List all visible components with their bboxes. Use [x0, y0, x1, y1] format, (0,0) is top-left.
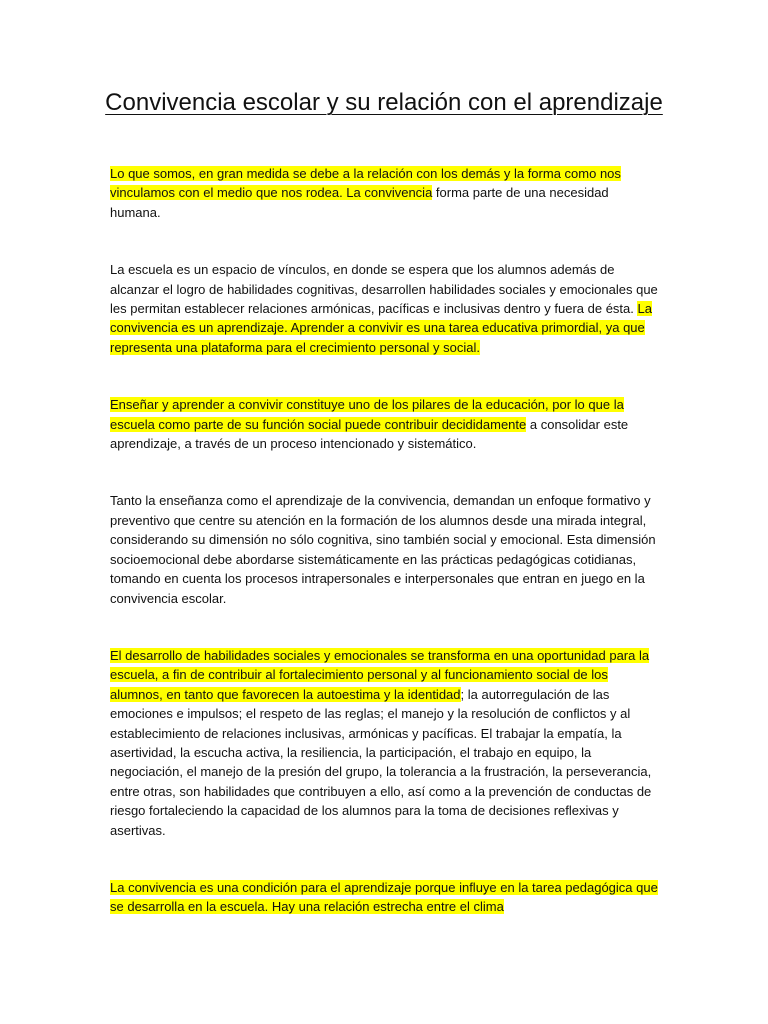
paragraph-4: [110, 491, 662, 607]
paragraph-text: La escuela es un espacio de vínculos, en donde se espera que los alumnos además de alcanzar el logro de habilidades cognitivas, desarrollen habilidades sociales y emocionales que les permitan establecer relaciones armónicas, pacíficas e inclusivas dentro y fuera de ésta.: [110, 262, 658, 317]
paragraph-5: [110, 646, 662, 840]
document-body: [110, 164, 662, 917]
paragraph-3: [110, 395, 662, 453]
highlighted-text: La convivencia es un aprendizaje. Aprender a convivir es una tarea educativa primordial, ya que representa una plataforma para el crecimiento personal y social.: [110, 301, 652, 355]
highlighted-text: La convivencia es una condición para el aprendizaje porque influye en la tarea pedagógica que se desarrolla en la escuela. Hay una relación estrecha entre el clima: [110, 879, 658, 915]
highlighted-text: El desarrollo de habilidades sociales y emocionales se transforma en una oportunidad para la escuela, a fin de contribuir al fortalecimiento personal y al funcionamiento social de los alumnos, en tanto que favorecen la autoestima y la identidad: [110, 647, 650, 702]
paragraph-text: forma parte de una necesidad humana.: [110, 185, 609, 220]
paragraph-1: [110, 164, 662, 222]
paragraph-6: [110, 878, 662, 917]
highlighted-text: Lo que somos, en gran medida se debe a la relación con los demás y la forma como nos vinculamos con el medio que nos rodea. La convivencia: [110, 166, 621, 201]
highlighted-text: Enseñar y aprender a convivir constituye uno de los pilares de la educación, por lo que la escuela como parte de su función social puede contribuir decididamente: [110, 397, 624, 432]
paragraph-text: Tanto la enseñanza como el aprendizaje de la convivencia, demandan un enfoque formativo y preventivo que centre su atención en la formación de los alumnos desde una mirada integral, considerando su dimensión no sólo cognitiva, sino también social y emocional. Esta dimensión socioemocional debe abordarse sistemáticamente en las prácticas pedagógicas cotidianas, tomando en cuenta los procesos intrapersonales e interpersonales que entran en juego en la convivencia escolar.: [110, 493, 656, 606]
paragraph-text: ; la autorregulación de las emociones e impulsos; el respeto de las reglas; el manejo y la resolución de conflictos y al establecimiento de relaciones inclusivas, armónicas y pacíficas. El trabajar la empatía, la asertividad, la escucha activa, la resiliencia, la participación, el trabajo en equipo, la negociación, el manejo de la presión del grupo, la tolerancia a la frustración, la perseverancia, entre otras, son habilidades que contribuyen a ello, así como a la prevención de conductas de riesgo fortaleciendo la capacidad de los alumnos para la toma de decisiones reflexivas y asertivas.: [110, 686, 652, 838]
paragraph-text: a consolidar este aprendizaje, a través de un proceso intencionado y sistemático.: [110, 416, 629, 452]
page-title: Convivencia escolar y su relación con el aprendizaje: [105, 89, 663, 116]
paragraph-2: [110, 260, 662, 357]
